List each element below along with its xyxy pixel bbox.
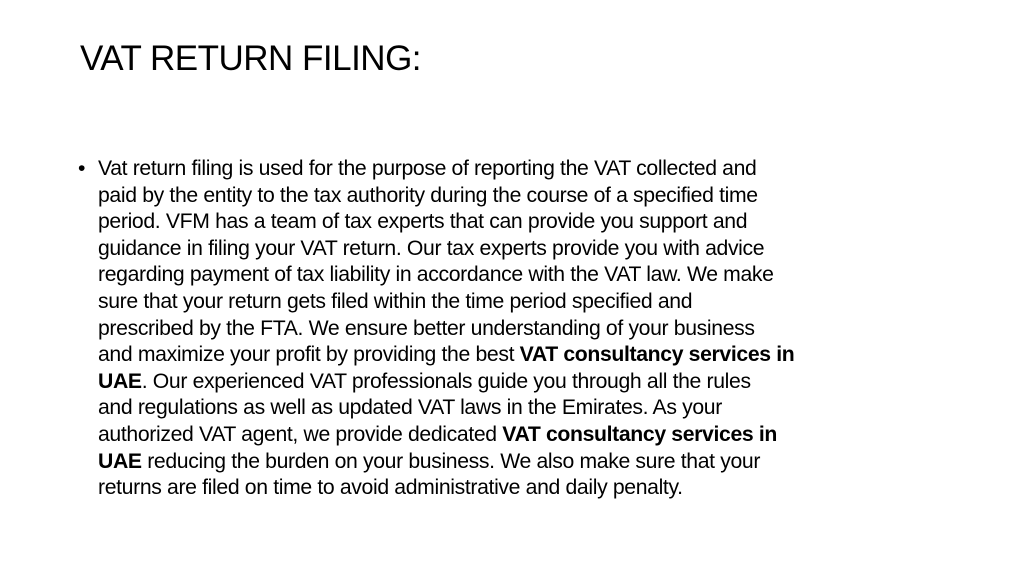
highlight-phrase: UAE bbox=[98, 369, 142, 393]
bullet-icon: • bbox=[78, 157, 86, 180]
text-line bbox=[98, 342, 948, 369]
highlight-phrase: VAT consultancy services in bbox=[519, 343, 795, 367]
slide-body bbox=[78, 156, 948, 502]
text-line bbox=[98, 369, 948, 396]
bullet-paragraph bbox=[78, 156, 948, 502]
text-line bbox=[98, 422, 948, 449]
slide-title: VAT RETURN FILING: bbox=[80, 39, 422, 78]
text-line: and regulations as well as updated VAT laws in the Emirates. As your bbox=[98, 396, 722, 420]
text-line: prescribed by the FTA. We ensure better understanding of your business bbox=[98, 316, 755, 340]
text-line: period. VFM has a team of tax experts that can provide you support and bbox=[98, 210, 748, 234]
text-segment: . Our experienced VAT professionals guide you through all the rules bbox=[141, 369, 751, 393]
text-line: guidance in filing your VAT return. Our tax experts provide you with advice bbox=[98, 236, 765, 260]
text-line: returns are filed on time to avoid administrative and daily penalty. bbox=[98, 476, 683, 500]
text-line: Vat return filing is used for the purpose of reporting the VAT collected and bbox=[98, 157, 757, 180]
highlight-phrase: VAT consultancy services in bbox=[502, 422, 777, 446]
text-line: regarding payment of tax liability in accordance with the VAT law. We make bbox=[98, 263, 774, 287]
highlight-phrase: UAE bbox=[98, 449, 142, 473]
text-line bbox=[98, 449, 948, 476]
text-line: sure that your return gets filed within the time period specified and bbox=[98, 289, 693, 313]
text-line: paid by the entity to the tax authority during the course of a specified time bbox=[98, 183, 758, 207]
text-segment: and maximize your profit by providing the best bbox=[98, 343, 520, 367]
text-segment: authorized VAT agent, we provide dedicated bbox=[98, 422, 503, 446]
text-segment: reducing the burden on your business. We also make sure that your bbox=[141, 449, 761, 473]
